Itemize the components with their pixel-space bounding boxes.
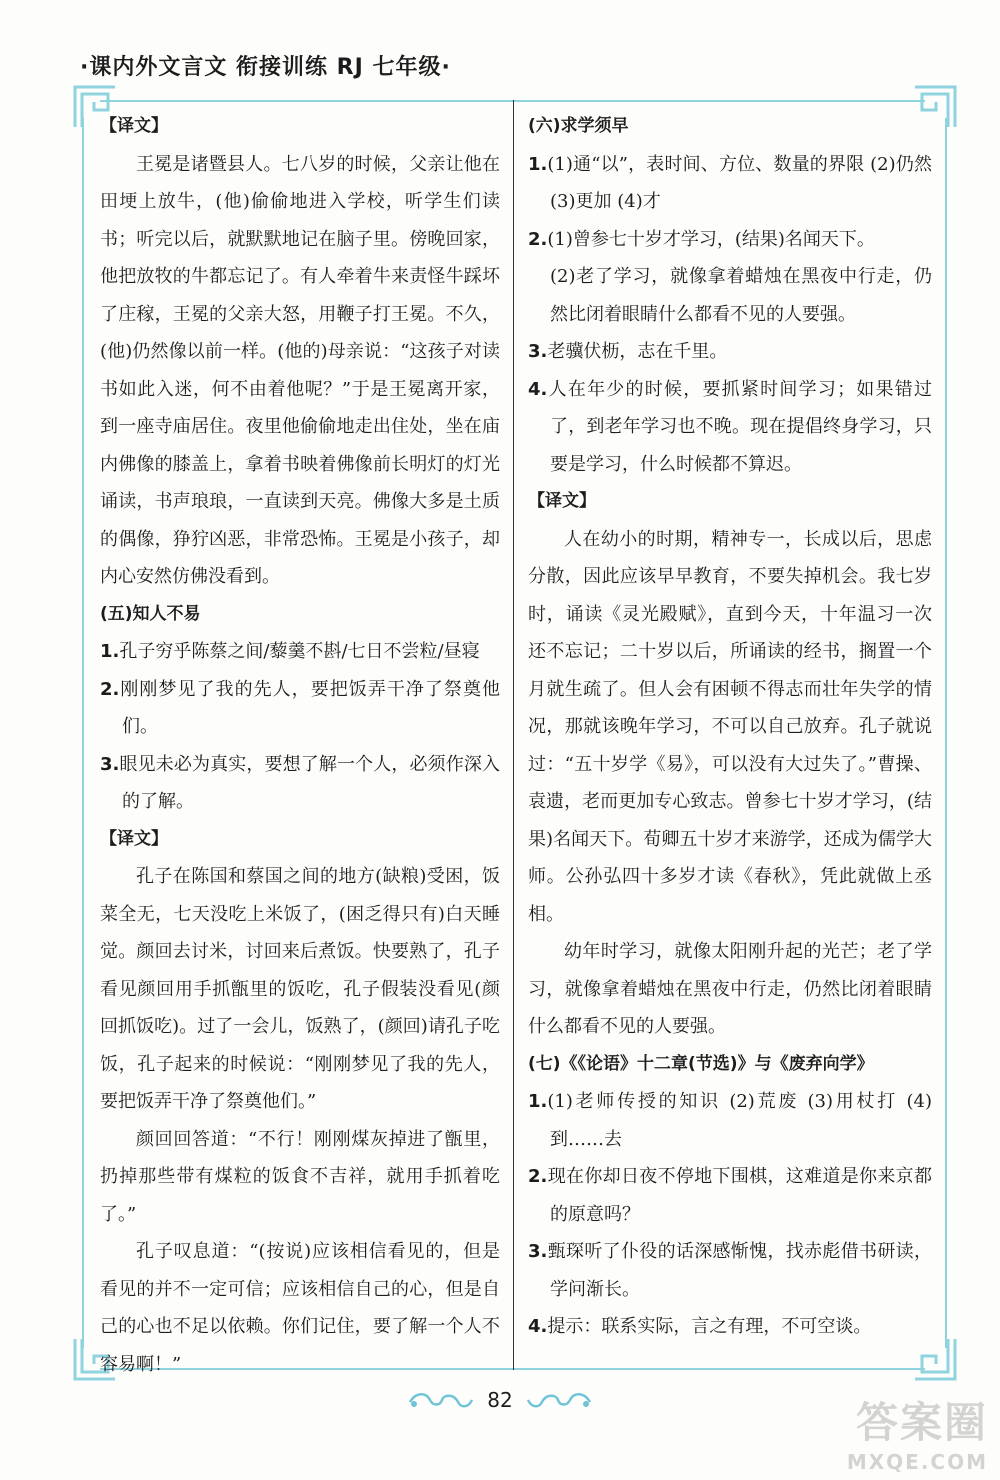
item-number: 3. bbox=[528, 1241, 548, 1262]
watermark-text: 答案圈 bbox=[855, 1398, 988, 1447]
item-text: 眼见未必为真实，要想了解一个人，必须作深入的了解。 bbox=[119, 753, 500, 812]
watermark-url: MXQE.COM bbox=[846, 1450, 988, 1474]
item-text: 孔子穷乎陈蔡之间/藜羹不斟/七日不尝粒/昼寝 bbox=[119, 641, 480, 662]
translation-paragraph: 王冕是诸暨县人。七八岁的时候，父亲让他在田埂上放牛，(他)偷偷地进入学校，听学生们读书；听完以后，就默默地记在脑子里。傍晚回家，他把放牧的牛都忘记了。有人牵着牛来责怪牛踩坏了庄稼，王冕的父亲大怒，用鞭子打王冕。不久，(他)仍然像以前一样。(他的)母亲说：“这孩子对读书如此入迷，何不由着他呢？”于是王冕离开家，到一座寺庙居住。夜里他偷偷地走出住处，坐在庙内佛像的膝盖上，拿着书映着佛像前长明灯的灯光诵读，书声琅琅，一直读到天亮。佛像大多是土质的偶像，狰狞凶恶，非常恐怖。王冕是小孩子，却内心安然仿佛没看到。 bbox=[100, 153, 500, 587]
answer-item-continued bbox=[528, 258, 932, 333]
answer-item bbox=[528, 1158, 932, 1233]
item-text: (1)通“以”，表时间、方位、数量的界限 (2)仍然 (3)更加 (4)才 bbox=[547, 153, 932, 212]
item-number: 1. bbox=[528, 1091, 548, 1112]
item-number: 1. bbox=[528, 153, 548, 175]
translation-paragraph: 幼年时学习，就像太阳刚升起的光芒；老了学习，就像拿着蜡烛在黑夜中行走，仍然比闭着眼睛什么都看不见的人要强。 bbox=[528, 941, 932, 1037]
answer-item bbox=[528, 1308, 932, 1346]
item-number: 2. bbox=[100, 678, 120, 700]
swirl-ornament-right-icon bbox=[524, 1388, 594, 1412]
translation-heading: 【译文】 bbox=[528, 491, 596, 511]
item-number: 3. bbox=[528, 341, 548, 362]
item-text: 老骥伏枥，志在千里。 bbox=[547, 341, 728, 362]
translation-heading: 【译文】 bbox=[100, 116, 168, 136]
item-number: 3. bbox=[100, 753, 120, 775]
right-column bbox=[528, 108, 932, 1346]
frame-top-line-left bbox=[100, 100, 505, 102]
item-text: 甄琛听了仆役的话深感惭愧，找赤彪借书研读，学问渐长。 bbox=[547, 1241, 932, 1300]
section-heading-5: (五)知人不易 bbox=[100, 603, 201, 624]
translation-paragraph: 人在幼小的时期，精神专一，长成以后，思虑分散，因此应该早早教育，不要失掉机会。我七岁时，诵读《灵光殿赋》，直到今天，十年温习一次还不忘记；二十岁以后，所诵读的经书，搁置一个月就生疏了。但人会有困顿不得志而壮年失学的情况，那就该晚年学习，不可以自己放弃。孔子就说过：“五十岁学《易》，可以没有大过失了。”曹操、袁遗，老而更加专心致志。曾参七十岁才学习，(结果)名闻天下。荀卿五十岁才来游学，还成为儒学大师。公孙弘四十多岁才读《春秋》，凭此就做上丞相。 bbox=[528, 528, 932, 925]
running-header: ·课内外文言文 衔接训练 RJ 七年级· bbox=[80, 55, 451, 80]
frame-left-line bbox=[82, 118, 84, 1348]
column-divider bbox=[513, 100, 514, 1370]
item-number: 2. bbox=[528, 228, 548, 250]
translation-paragraph: 颜回回答道：“不行！刚刚煤灰掉进了甑里，扔掉那些带有煤粒的饭食不吉祥，就用手抓着吃了。” bbox=[100, 1128, 500, 1225]
left-column bbox=[100, 108, 500, 1383]
item-text: 人在年少的时候，要抓紧时间学习；如果错过了，到老年学习也不晚。现在提倡终身学习，只要是学习，什么时候都不算迟。 bbox=[547, 378, 932, 475]
answer-item bbox=[528, 1233, 932, 1308]
section-heading-6: (六)求学须早 bbox=[528, 116, 629, 136]
item-text: 现在你却日夜不停地下围棋，这难道是你来京都的原意吗？ bbox=[547, 1166, 932, 1225]
item-text: 提示：联系实际，言之有理，不可空谈。 bbox=[547, 1316, 872, 1337]
answer-item bbox=[528, 1083, 932, 1158]
item-text: (1)曾参七十岁才学习，(结果)名闻天下。 bbox=[547, 228, 875, 250]
item-text: 刚刚梦见了我的先人，要把饭弄干净了祭奠他们。 bbox=[119, 678, 500, 737]
answer-item bbox=[100, 746, 500, 821]
translation-paragraph: 孔子叹息道：“(按说)应该相信看见的，但是看见的并不一定可信；应该相信自己的心，但是自己的心也不足以依赖。你们记住，要了解一个人不容易啊！” bbox=[100, 1241, 500, 1375]
section-heading-7: (七)《《论语》十二章(节选)》与《废弃向学》 bbox=[528, 1053, 874, 1074]
translation-paragraph: 孔子在陈国和蔡国之间的地方(缺粮)受困，饭菜全无，七天没吃上米饭了，(困乏得只有)白天睡觉。颜回去讨米，讨回来后煮饭。快要熟了，孔子看见颜回用手抓甑里的饭吃，孔子假装没看见(颜回抓饭吃)。过了一会儿，饭熟了，(颜回)请孔子吃饭，孔子起来的时候说：“刚刚梦见了我的先人，要把饭弄干净了祭奠他们。” bbox=[100, 866, 500, 1112]
answer-item bbox=[528, 371, 932, 484]
answer-item bbox=[528, 146, 932, 221]
answer-item bbox=[528, 333, 932, 371]
item-number: 4. bbox=[528, 1316, 548, 1337]
item-number: 2. bbox=[528, 1166, 548, 1187]
swirl-ornament-left-icon bbox=[406, 1388, 476, 1412]
watermark bbox=[847, 1390, 988, 1474]
translation-heading: 【译文】 bbox=[100, 828, 168, 849]
item-number: 4. bbox=[528, 378, 548, 400]
frame-top-line-right bbox=[505, 100, 925, 102]
answer-item bbox=[100, 671, 500, 746]
page-number: 82 bbox=[487, 1388, 513, 1412]
answer-item bbox=[100, 633, 500, 671]
frame-right-line bbox=[945, 118, 947, 1348]
item-text: (2)老了学习，就像拿着蜡烛在黑夜中行走，仍然比闭着眼睛什么都看不见的人要强。 bbox=[550, 266, 932, 325]
item-text: (1)老师传授的知识 (2)荒废 (3)用杖打 (4)到……去 bbox=[547, 1091, 932, 1150]
answer-item bbox=[528, 221, 932, 259]
item-number: 1. bbox=[100, 641, 120, 662]
